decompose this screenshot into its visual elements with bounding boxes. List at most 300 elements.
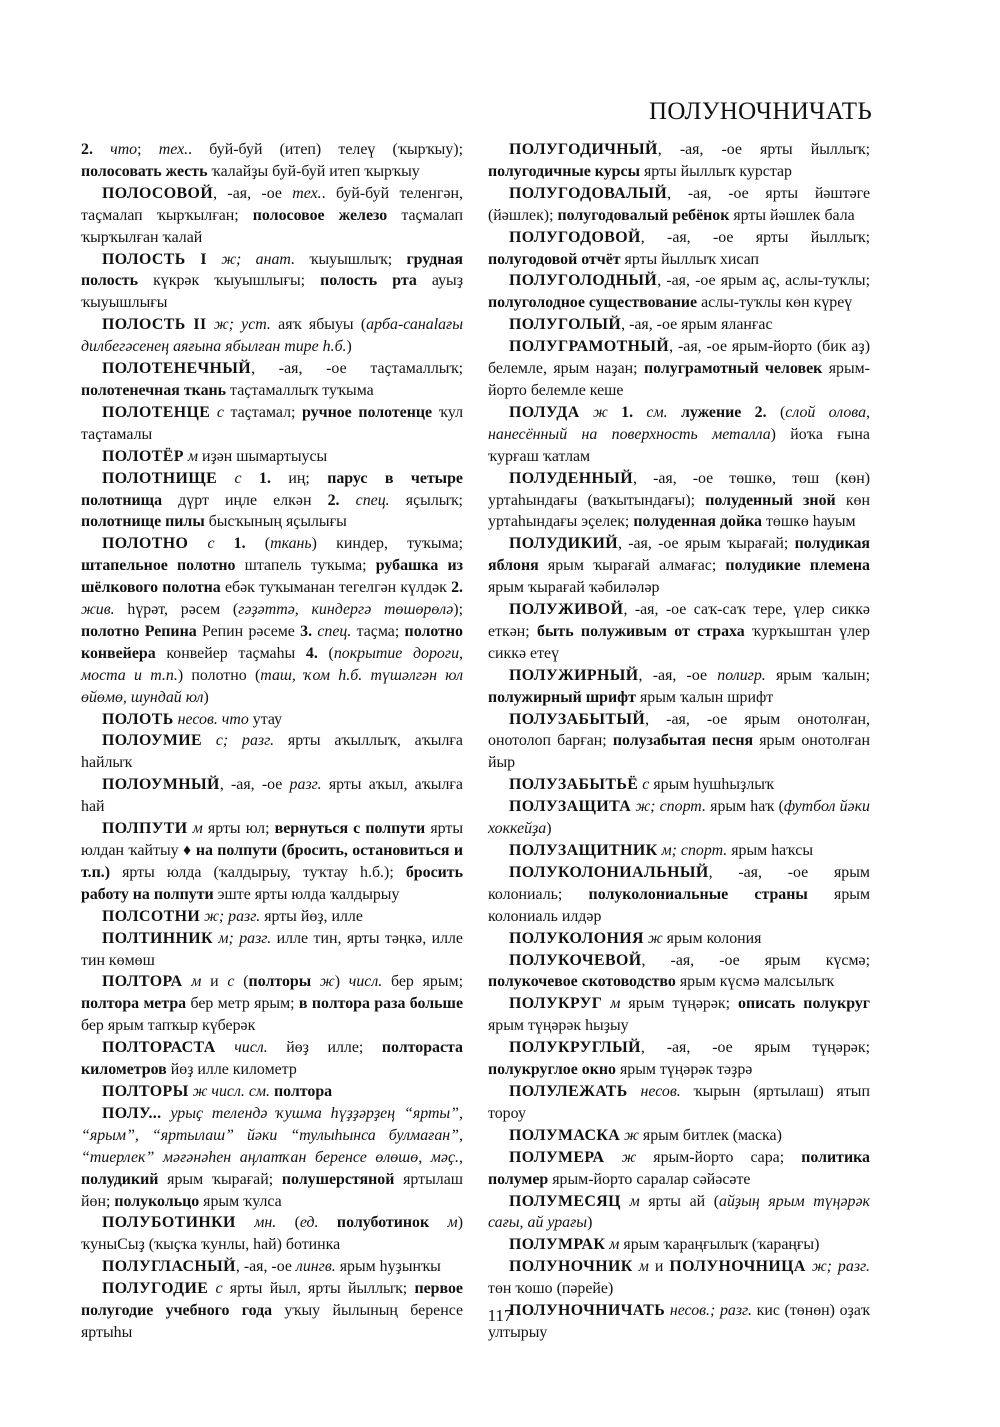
entry-headword: ПОЛОУМНЫЙ: [102, 776, 220, 794]
entry-headword: ПОЛТОРА: [102, 973, 183, 991]
entry-phrase: полугодовалый ребёнок: [557, 206, 730, 224]
entry-headword: ПОЛСОТНИ: [102, 907, 201, 925]
entry-text: (: [766, 403, 786, 421]
entry-text: [210, 404, 217, 421]
entry-phrase: полукольцо: [114, 1192, 200, 1210]
entry-text: [621, 1193, 630, 1210]
entry-phrase: полтора: [273, 1082, 333, 1100]
entry-headword: ПОЛУДА: [509, 403, 580, 421]
dictionary-entry: [488, 665, 870, 709]
entry-text: утау: [248, 710, 283, 728]
dictionary-entry: [488, 774, 870, 796]
dictionary-entry: [488, 1125, 870, 1147]
entry-note: м: [609, 1236, 620, 1254]
entry-text: ярым онотолған йыр: [488, 732, 870, 772]
entry-note: ткань: [270, 535, 312, 553]
dictionary-entry: [488, 599, 870, 665]
dictionary-entry: [81, 139, 463, 183]
entry-text: иҙән шымартыусы: [197, 447, 328, 465]
entry-note: ж; разг.: [204, 907, 261, 925]
entry-note: спец.: [317, 622, 352, 640]
dictionary-entry: [81, 928, 463, 972]
entry-phrase: 2.: [451, 579, 463, 597]
entry-text: ярым ҡырағай;: [158, 1170, 282, 1188]
dictionary-entry: [81, 709, 463, 731]
entry-text: , -ая, -ое саҡ-саҡ тере, үлер сиккә еткән;: [488, 601, 870, 640]
entry-text: , -ая, -ое ярым түңәрәк;: [640, 1039, 870, 1057]
entry-headword: ПОЛУГЛАСНЫЙ: [102, 1258, 236, 1276]
entry-phrase: лужение 2.: [680, 403, 767, 421]
entry-text: ҡыуышлыҡ;: [295, 250, 407, 268]
dictionary-entry: [488, 709, 870, 775]
running-head: ПОЛУНОЧНИЧАТЬ: [649, 98, 872, 125]
entry-text: (: [276, 1214, 300, 1232]
dictionary-entry: [81, 358, 463, 402]
entry-note: м; спорт.: [661, 842, 728, 859]
entry-text: төшкө һауым: [762, 513, 856, 531]
dictionary-entry: [488, 1081, 870, 1125]
entry-headword: ПОЛОСТЬ II: [102, 316, 207, 334]
entry-phrase: полуденная дойка: [633, 513, 762, 531]
dictionary-entry: [488, 928, 870, 950]
entry-text: ярты аҡыл, аҡылға һай: [81, 776, 463, 816]
entry-note: м: [610, 995, 621, 1013]
entry-text: һүрәт, рәсем (: [114, 601, 239, 619]
dictionary-entry: [488, 183, 870, 227]
entry-headword: ПОЛОУМИЕ: [102, 732, 203, 750]
dictionary-entry: [81, 971, 463, 1037]
entry-text: [202, 732, 216, 749]
entry-text: илле тин, ярты тәңкә, илле тин көмөш: [81, 929, 463, 969]
entry-phrase: полтораста километров: [81, 1039, 463, 1079]
entry-note: футбол йәки хоккейҙа: [488, 798, 870, 838]
entry-phrase: 2.: [81, 141, 111, 158]
entry-note: с: [207, 535, 215, 553]
dictionary-entry: [488, 993, 870, 1037]
entry-headword: ПОЛУКОЛОНИАЛЬНЫЙ: [509, 863, 709, 881]
entry-text: [633, 404, 646, 421]
left-column: [81, 139, 463, 1344]
entry-note: айҙың ярым түңәрәк сағы, ай урағы: [488, 1192, 870, 1232]
entry-text: ярты йыллыҡ хисап: [620, 250, 760, 268]
entry-text: ярым колония: [662, 929, 762, 947]
entry-phrase: полужирный шрифт: [488, 688, 636, 706]
entry-headword: ПОЛОТЁР: [102, 447, 184, 465]
entry-text: ярым күсмә малсылыҡ: [675, 973, 835, 991]
entry-text: [207, 316, 214, 333]
entry-phrase: полузабытая песня: [612, 732, 754, 750]
entry-phrase: полудикие племена: [725, 557, 870, 575]
entry-text: таҫтамаллыҡ туҡыма: [226, 381, 374, 399]
entry-text: йөҙ илле;: [267, 1039, 382, 1057]
dictionary-entry: [488, 796, 870, 840]
entry-headword: ПОЛУЗАБЫТЬЁ: [509, 776, 639, 794]
entry-note: числ.: [348, 973, 383, 991]
entry-headword: ПОЛУКОЧЕВОЙ: [509, 951, 642, 969]
dictionary-entry: [488, 227, 870, 271]
entry-text: ярты йыл, ярты йыллыҡ;: [222, 1280, 415, 1298]
entry-phrase: полудикая яблоня: [488, 535, 870, 575]
entry-headword: ПОЛУГОДОВАЛЫЙ: [509, 184, 668, 202]
entry-phrase: бросить работу на полпути: [81, 863, 463, 903]
entry-text: ): [546, 820, 552, 838]
dictionary-entry: [81, 818, 463, 906]
entry-text: ярым ҡырағай ҡәбиләләр: [488, 579, 660, 597]
entry-headword: ПОЛУЗАЩИТНИК: [509, 842, 658, 859]
entry-phrase: ручное полотенце: [302, 403, 433, 421]
entry-text: (: [317, 644, 334, 662]
entry-note: несов. что: [177, 710, 249, 728]
entry-text: таҫтамал;: [223, 403, 303, 421]
page-number: 117: [487, 1306, 513, 1325]
entry-phrase: полторы: [248, 973, 312, 991]
entry-note: ж; уст.: [213, 316, 271, 334]
dictionary-entry: [488, 402, 870, 468]
entry-phrase: рубашка из шёлкового полотна: [81, 557, 463, 597]
entry-text: ярым түңәрәк һыҙыу: [488, 1017, 629, 1035]
entry-text: , -ая, -ое төшкө, төш (көн) уртаһындағы (ваҡытындағы);: [488, 469, 870, 509]
entry-phrase: полосовать жесть: [81, 162, 208, 180]
entry-note: ж числ. см.: [192, 1082, 270, 1100]
dictionary-entry: [488, 1191, 870, 1235]
entry-headword: ПОЛПУТИ: [102, 820, 188, 838]
dictionary-entry: [488, 862, 870, 928]
entry-text: ярым битлек (маска): [638, 1126, 782, 1144]
entry-headword: ПОЛОТЕНЦЕ: [102, 403, 211, 421]
entry-headword: ПОЛУБОТИНКИ: [102, 1214, 236, 1232]
entry-text: , -ая, -ое ярым-йорто (бик аҙ) белемле, ярым наҙан;: [488, 338, 870, 378]
entry-phrase: полуботинок: [336, 1214, 430, 1232]
entry-text: ярым һаҡ (: [705, 798, 784, 816]
entry-note: с: [227, 973, 235, 991]
entry-text: . буй-буй (итеп) телеү (ҡырҡыу);: [188, 141, 464, 158]
entry-note: с: [216, 403, 224, 421]
entry-note: ж: [621, 1148, 637, 1166]
entry-note: ж; спорт.: [635, 798, 706, 816]
entry-text: ҡул таҫтамалы: [81, 403, 463, 443]
dictionary-entry: [81, 468, 463, 534]
entry-text: , -ая, -ое: [213, 184, 293, 202]
entry-phrase: политика полумер: [488, 1148, 870, 1188]
entry-note: м: [638, 1258, 649, 1276]
entry-text: ): [334, 973, 349, 991]
entry-headword: ПОЛУНОЧНИЦА: [669, 1258, 806, 1276]
entry-text: и: [648, 1258, 670, 1276]
dictionary-entry: [488, 1256, 870, 1300]
entry-text: [236, 1214, 254, 1231]
entry-note: м: [192, 820, 203, 838]
dictionary-entry: [81, 314, 463, 358]
entry-note: числ.: [234, 1039, 268, 1057]
entry-text: ярты юлдан ҡайтыу ♦: [81, 820, 463, 859]
entry-text: );: [453, 601, 463, 619]
entry-text: , -ая, -ое: [638, 666, 718, 684]
entry-headword: ПОЛОСТЬ I: [102, 250, 207, 268]
entry-text: ярым ҡараңғылыҡ (ҡараңғы): [619, 1236, 820, 1254]
entry-text: таҫмалап ҡырҡылған ҡалай: [81, 206, 463, 246]
entry-headword: ПОЛОТЬ: [102, 710, 174, 728]
entry-phrase: на полпути (бросить, остановиться и т.п.): [81, 842, 464, 881]
entry-text: , -ая, -ое ярым күсмә;: [641, 951, 870, 969]
entry-text: ярты юл;: [202, 820, 275, 838]
entry-text: , -ая, -ое ярты йәштәге (йәшлек);: [488, 184, 870, 224]
dictionary-entry: [81, 906, 463, 928]
entry-phrase: 2.: [327, 491, 340, 509]
entry-text: [319, 1214, 337, 1231]
entry-text: ярым түңәрәк;: [620, 995, 739, 1013]
entry-text: ебәк туҡыманан тегелгән күлдәк: [220, 579, 452, 597]
dictionary-entry: [81, 774, 463, 818]
entry-phrase: полудикий: [81, 1170, 159, 1188]
entry-note: ж: [593, 403, 608, 421]
entry-phrase: полуголодное существование: [488, 294, 698, 312]
entry-text: төн ҡошо (пәрейе): [488, 1280, 614, 1298]
entry-phrase: полугодовой отчёт: [488, 250, 621, 268]
entry-phrase: полуденный зной: [705, 491, 836, 509]
entry-phrase: первое полугодие учебного года: [81, 1280, 463, 1320]
entry-text: ) полотно (: [177, 666, 261, 684]
entry-phrase: быть полуживым от страха: [537, 622, 745, 640]
entry-note: с; разг.: [215, 732, 275, 750]
entry-headword: ПОЛОСОВОЙ: [102, 184, 214, 202]
entry-headword: ПОЛУГОДИЕ: [102, 1280, 209, 1298]
entry-note: гәҙәттә, киндергә төшөрөлә: [238, 601, 454, 619]
entry-headword: ПОЛОТНИЩЕ: [102, 469, 218, 487]
dictionary-entry: [488, 950, 870, 994]
entry-text: аяҡ ябыуы (: [270, 316, 367, 334]
dictionary-entry: [81, 1256, 463, 1278]
entry-headword: ПОЛТИННИК: [102, 929, 213, 947]
entry-text: яртылаш йөн;: [81, 1170, 463, 1210]
entry-text: , -ая, -ое ярым аҫ, аслы-туҡлы;: [657, 272, 870, 290]
entry-note: см.: [646, 403, 668, 421]
dictionary-entry: [488, 314, 870, 336]
entry-text: , -ая, -ое таҫтамаллыҡ;: [251, 360, 463, 378]
entry-headword: ПОЛУЛЕЖАТЬ: [509, 1082, 628, 1100]
dictionary-entry: [488, 468, 870, 534]
entry-text: бер ярым тапҡыр күберәк: [81, 1017, 256, 1035]
dictionary-entry: [488, 139, 870, 183]
dictionary-entry: [81, 533, 463, 708]
entry-phrase: полотнище пилы: [81, 513, 205, 531]
entry-headword: ПОЛУГОДОВОЙ: [509, 228, 641, 246]
entry-text: (: [234, 973, 249, 991]
entry-headword: ПОЛТОРЫ: [102, 1082, 189, 1100]
entry-text: [668, 404, 681, 421]
entry-text: таҫма;: [351, 622, 405, 640]
entry-headword: ПОЛОТЕНЕЧНЫЙ: [102, 360, 252, 378]
dictionary-entry: [488, 336, 870, 402]
entry-phrase: 3.: [300, 622, 313, 640]
entry-text: [340, 492, 356, 509]
entry-note: тех.: [158, 141, 189, 158]
entry-note: таш, ҡом һ.б. түшәлгән юл өйөмө, шундай юл: [81, 666, 463, 706]
entry-headword: ПОЛУМРАК: [509, 1236, 606, 1254]
entry-text: ): [587, 1214, 593, 1232]
entry-headword: ПОЛУДИКИЙ: [509, 535, 618, 553]
entry-headword: ПОЛУКОЛОНИЯ: [509, 929, 644, 947]
entry-text: эште ярты юлда ҡалдырыу: [213, 885, 400, 903]
entry-note: несов.: [640, 1082, 681, 1100]
entry-note: м: [447, 1214, 458, 1232]
entry-phrase: полушерстяной: [281, 1170, 395, 1188]
dictionary-entry: [488, 840, 870, 862]
entry-text: йөҙ илле километр: [166, 1061, 297, 1079]
entry-text: ярым-йорто саралар сәйәсәте: [548, 1170, 751, 1188]
entry-text: бысҡының яҫылығы: [204, 513, 347, 531]
entry-phrase: в полтора раза больше: [298, 995, 463, 1013]
entry-headword: ПОЛОТНО: [102, 535, 189, 553]
entry-phrase: полуграмотный человек: [643, 360, 823, 378]
entry-text: бер ярым;: [382, 973, 464, 991]
entry-headword: ПОЛУКРУГЛЫЙ: [509, 1039, 641, 1057]
dictionary-entry: [81, 1037, 463, 1081]
entry-note: ж: [647, 929, 663, 947]
entry-text: уҡыу йылының беренсе яртыһы: [81, 1302, 463, 1341]
entry-headword: ПОЛУМЕСЯЦ: [509, 1192, 621, 1210]
dictionary-entry: [488, 270, 870, 314]
entry-phrase: полтора метра: [81, 995, 187, 1013]
entry-text: , -ая, -ое ярым ҡырағай;: [617, 535, 795, 553]
dictionary-entry: [81, 1212, 463, 1256]
entry-text: ҡырын (яртылаш) ятып тороу: [488, 1082, 870, 1122]
entry-phrase: вернуться с полпути: [274, 820, 426, 838]
entry-note: с: [642, 776, 650, 794]
entry-note: с: [215, 1280, 223, 1298]
entry-text: [182, 973, 191, 990]
dictionary-entry: [488, 1234, 870, 1256]
entry-text: ярты йәшлек бала: [729, 206, 855, 224]
entry-note: м: [191, 973, 202, 991]
entry-text: ярым һаҡсы: [727, 842, 814, 859]
entry-text: [628, 1083, 641, 1100]
entry-note: слой олова, нанесённый на поверхность металла: [488, 403, 871, 443]
entry-note: спец.: [355, 491, 390, 509]
entry-text: ярым һуҙынҡы: [335, 1258, 441, 1276]
entry-headword: ПОЛУЗАБЫТЫЙ: [509, 710, 646, 728]
entry-note: ж; анат.: [221, 250, 296, 268]
entry-headword: ПОЛУГОЛОДНЫЙ: [509, 272, 658, 290]
entry-note: с: [234, 469, 242, 487]
entry-headword: ПОЛУГОЛЫЙ: [509, 316, 622, 334]
entry-text: ): [203, 688, 209, 706]
entry-phrase: полугодичные курсы: [488, 162, 640, 180]
entry-headword: ПОЛУГРАМОТНЫЙ: [509, 338, 670, 356]
entry-note: арба-санаlағы дилбегәсенең аяғына ябылған тире һ.б.: [81, 316, 464, 356]
entry-note: лингв.: [295, 1258, 336, 1276]
entry-phrase: парус в четыре полотнища: [81, 469, 463, 509]
entry-note: ед.: [299, 1214, 319, 1232]
entry-note: жив.: [81, 601, 115, 619]
entry-text: ярым ҡалын шрифт: [635, 688, 774, 706]
entry-text: ярым түңәрәк тәҙрә: [615, 1061, 753, 1079]
entry-text: ярты йөҙ, илле: [260, 907, 363, 925]
entry-phrase: полосовое железо: [252, 206, 388, 224]
entry-headword: ПОЛУМЕРА: [509, 1148, 605, 1166]
entry-text: аслы-туҡлы көн күреү: [697, 294, 853, 312]
entry-text: ) ҡуныСыҙ (ҡыҫҡа ҡунлы, һай) ботинка: [81, 1214, 463, 1254]
right-column: [488, 139, 870, 1344]
dictionary-entry: [488, 1147, 870, 1191]
entry-text: ярты йыллыҡ курстар: [639, 162, 792, 180]
entry-note: ж: [319, 973, 335, 991]
entry-text: ) йоҡа ғына ҡурғаш ҡатлам: [488, 425, 870, 465]
entry-note: м: [187, 447, 198, 465]
entry-phrase: 1.: [214, 535, 246, 553]
entry-text: . буй-буй теленгән, таҫмалап ҡырҡылған;: [81, 184, 463, 224]
entry-text: күкрәк ҡыуышлығы;: [138, 272, 321, 290]
entry-note: м: [629, 1192, 640, 1210]
entry-headword: ПОЛУ...: [102, 1104, 162, 1122]
entry-text: ) киндер, туҡыма;: [311, 535, 463, 553]
entry-text: ҡалайҙы буй-буй итеп ҡырҡыу: [207, 162, 420, 180]
entry-text: ,: [459, 1148, 463, 1166]
entry-text: и: [201, 973, 228, 991]
entry-text: яҫылыҡ;: [389, 491, 463, 509]
entry-text: ярым ҡалын;: [765, 666, 870, 684]
dictionary-entry: [81, 1103, 463, 1213]
entry-headword: ПОЛУКРУГ: [509, 995, 603, 1013]
entry-text: ярты аҡыллыҡ, аҡылға һайлыҡ: [81, 732, 463, 772]
entry-text: [604, 1149, 621, 1166]
entry-text: , -ая, -ое ярым яланғас: [621, 316, 773, 334]
entry-headword: ПОЛУЖИВОЙ: [509, 601, 624, 619]
entry-text: бер метр ярым;: [186, 995, 299, 1013]
entry-text: ярты юлда (ҡалдырыу, туҡтау һ.б.);: [110, 863, 406, 881]
entry-text: иң;: [270, 469, 328, 487]
entry-text: ярым колониаль илдәр: [488, 885, 871, 925]
entry-text: ярым ҡулса: [199, 1192, 282, 1210]
entry-text: ярым ҡырағай алмағас;: [538, 557, 726, 575]
entry-text: [311, 973, 320, 990]
entry-text: , -ая, -ое ярым колониаль;: [488, 863, 870, 903]
entry-headword: ПОЛУДЕННЫЙ: [509, 469, 634, 487]
entry-text: көн уртаһындағы эҫелек;: [488, 491, 870, 531]
entry-phrase: штапельное полотно: [81, 557, 236, 575]
entry-text: [188, 535, 207, 552]
dictionary-entry: [488, 1037, 870, 1081]
entry-note: тех.: [292, 184, 322, 202]
entry-text: , -ая, -ое ярты йыллыҡ;: [640, 228, 870, 246]
entry-text: ): [346, 338, 352, 356]
entry-text: , -ая, -ое: [219, 776, 290, 794]
entry-headword: ПОЛУЗАЩИТА: [509, 798, 632, 816]
entry-text: ауыҙ ҡыуышлығы: [81, 272, 464, 312]
entry-note: несов.; разг.: [669, 1302, 753, 1320]
entry-text: (: [245, 535, 271, 553]
entry-phrase: полукруглое окно: [488, 1061, 616, 1079]
entry-text: кис (төнөн) оҙаҡ ултырыу: [488, 1302, 870, 1341]
entry-note: урыҫ телендә ҡушма һүҙҙәрҙең “ярты”, “ярым”, “яртылаш” йәки “тулыһынса булмаған”, “тиерлек” мәғәнәһен аңлатҡан беренсе өлөшө, мәҫ.: [81, 1104, 463, 1166]
entry-note: полигр.: [717, 666, 766, 684]
entry-headword: ПОЛУНОЧНИЧАТЬ: [509, 1302, 666, 1320]
entry-note: разг.: [289, 776, 322, 794]
dictionary-entry: [81, 730, 463, 774]
entry-text: [216, 1039, 235, 1056]
entry-note: м; разг.: [218, 929, 272, 947]
dictionary-entry: [81, 249, 463, 315]
entry-text: , -ая, -ое: [235, 1258, 296, 1276]
entry-phrase: полотно конвейера: [81, 622, 463, 662]
entry-text: ;: [137, 141, 159, 158]
entry-phrase: 1.: [241, 469, 271, 487]
entry-phrase: 4.: [305, 644, 318, 662]
entry-text: [429, 1214, 447, 1231]
entry-note: мн.: [254, 1214, 277, 1232]
entry-text: , -ая, -ое ярым онотолған, онотолоп барған;: [488, 710, 870, 750]
entry-text: ярты ай (: [639, 1192, 720, 1210]
entry-phrase: полуколониальные страны: [588, 885, 808, 903]
